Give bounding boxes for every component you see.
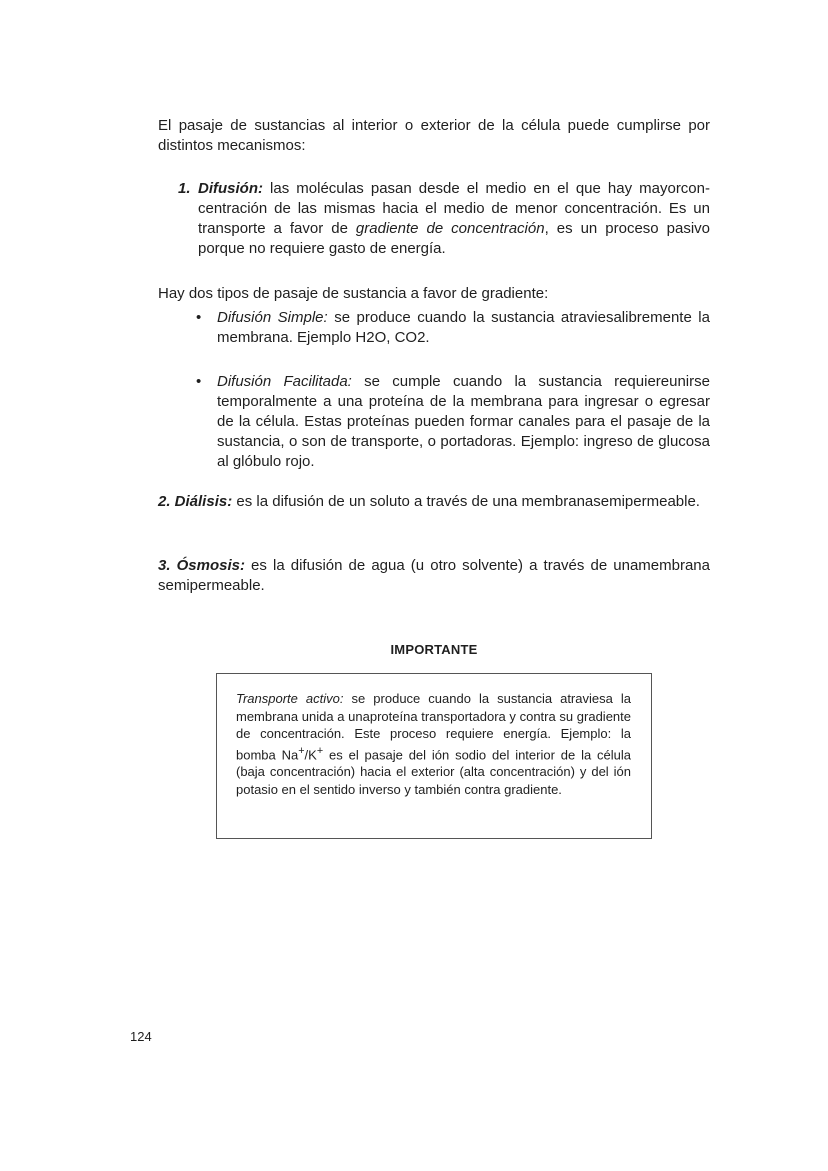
bullet-term: Difusión Facilitada: (217, 373, 352, 390)
item-difusion (178, 179, 710, 259)
item-body (178, 179, 710, 259)
important-text (236, 690, 631, 798)
bullet-term: Difusión Simple: (217, 309, 328, 326)
important-heading: IMPORTANTE (390, 642, 478, 657)
intro-paragraph: El pasaje de sustancias al interior o exterior de la célula puede cumplirse por distintos mecanismos: (158, 117, 710, 154)
bullet-difusion-simple (196, 308, 710, 348)
bullet-body: se cumple cuando la sustancia requiereunirse temporalmente a una proteína de la membrana para ingresar o egresar de la célula. Estas proteínas pueden formar canales para el pasaje de la sustancia, o son de transporte, o portadoras. Ejemplo: ingreso de glucosa al glóbulo rojo. (217, 373, 710, 470)
important-text-b: es el pasaje del ión sodio del interior de la célula (baja concentración) hacia el exterior (alta concentración) y del ión potasio en el sentido inverso y también contra gradiente. (236, 746, 631, 797)
bullet-body: se produce cuando la sustancia atraviesalibremente la membrana. Ejemplo H2O, CO2. (217, 309, 710, 346)
item-label: 3. Ósmosis: (158, 557, 245, 574)
item-label: 2. Diálisis: (158, 493, 233, 510)
item-term: Difusión: (198, 180, 263, 197)
item-emphasis: gradiente de concentración (355, 220, 545, 237)
potassium-symbol: /K (304, 746, 317, 762)
item-number: 1. (178, 180, 191, 197)
bullet-marker: • (196, 309, 202, 326)
bullet-text (217, 308, 710, 348)
item-dialisis (158, 492, 710, 512)
superscript-plus: + (298, 744, 305, 757)
bullet-text (217, 372, 710, 472)
item-text-a: las moléculas pasan desde el medio en el que hay mayorconcentración de las mismas hacia el medio de menor concentración. Es un transporte a favor de (198, 180, 710, 237)
item-text: es la difusión de agua (u otro solvente) a través de unamembrana semipermeable. (158, 557, 710, 594)
bullet-difusion-facilitada (196, 372, 710, 472)
important-box (216, 673, 652, 839)
important-text-a: se produce cuando la sustancia atraviesa la membrana unida a unaproteína transportadora y contra su gradiente de concentración. Este proceso requiere energía. Ejemplo: la bomba Na (236, 691, 631, 762)
item-osmosis (158, 556, 710, 596)
superscript-plus: + (316, 744, 324, 757)
item-text-b: , es un proceso pasivo porque no requiere gasto de energía. (198, 220, 710, 257)
page-number: 124 (130, 1029, 152, 1044)
bullet-marker: • (196, 373, 202, 390)
types-intro-paragraph: Hay dos tipos de pasaje de sustancia a favor de gradiente: (158, 285, 549, 302)
item-text: es la difusión de un soluto a través de una membranasemipermeable. (232, 493, 700, 510)
important-term: Transporte activo: (236, 691, 344, 706)
